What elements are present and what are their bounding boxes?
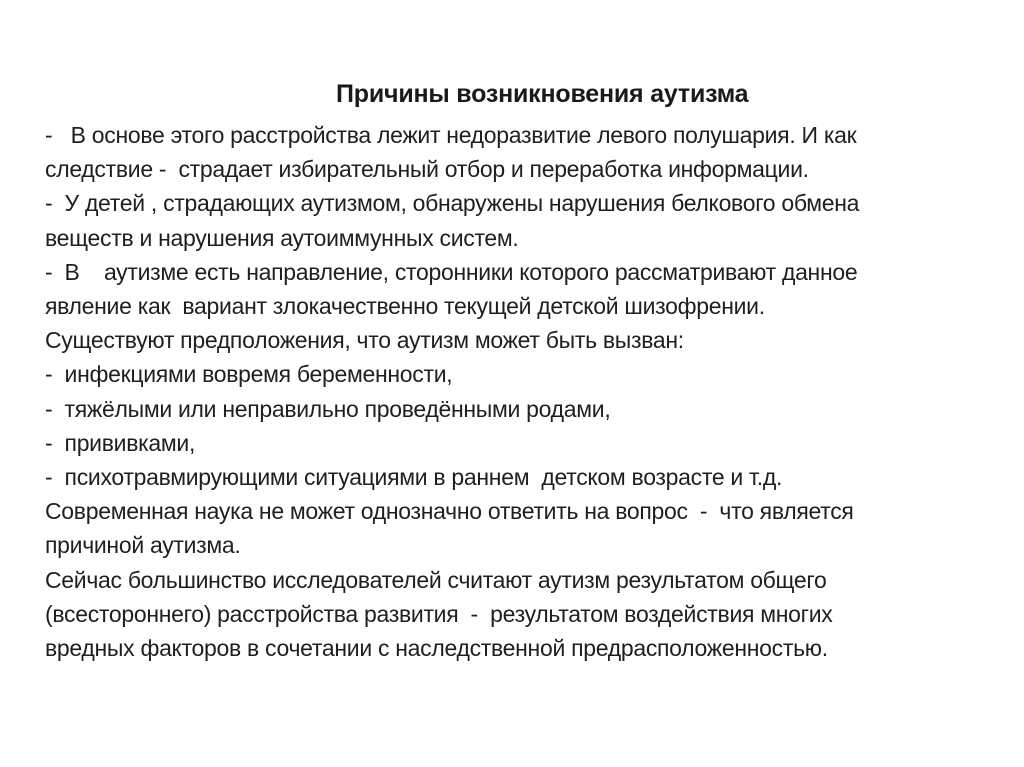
body-line: веществ и нарушения аутоиммунных систем. (45, 224, 519, 251)
slide-title: Причины возникновения аутизма (336, 80, 749, 108)
body-line: Существуют предположения, что аутизм может быть вызван: (45, 327, 684, 354)
body-line: - прививками, (45, 429, 196, 456)
body-line: (всестороннего) расстройства развития - результатом воздействия многих (45, 600, 833, 627)
body-line: Современная наука не может однозначно ответить на вопрос - что является (45, 498, 854, 525)
slide-body (45, 118, 1005, 665)
body-line: Сейчас большинство исследователей считают аутизм результатом общего (45, 566, 827, 593)
body-line: - В аутизме есть направление, сторонники которого рассматривают данное (45, 258, 858, 285)
body-line: - тяжёлыми или неправильно проведёнными родами, (45, 395, 611, 422)
body-line: - психотравмирующими ситуациями в раннем детском возрасте и т.д. (45, 464, 783, 491)
body-line: явление как вариант злокачественно текущей детской шизофрении. (45, 293, 765, 320)
body-line: - У детей , страдающих аутизмом, обнаружены нарушения белкового обмена (45, 190, 860, 217)
body-line: причиной аутизма. (45, 532, 241, 559)
body-line: - инфекциями вовремя беременности, (45, 361, 453, 388)
body-line: следствие - страдает избирательный отбор и переработка информации. (45, 156, 809, 183)
body-line: - В основе этого расстройства лежит недоразвитие левого полушария. И как (45, 122, 857, 148)
body-line: вредных факторов в сочетании с наследственной предрасположенностью. (45, 635, 828, 662)
